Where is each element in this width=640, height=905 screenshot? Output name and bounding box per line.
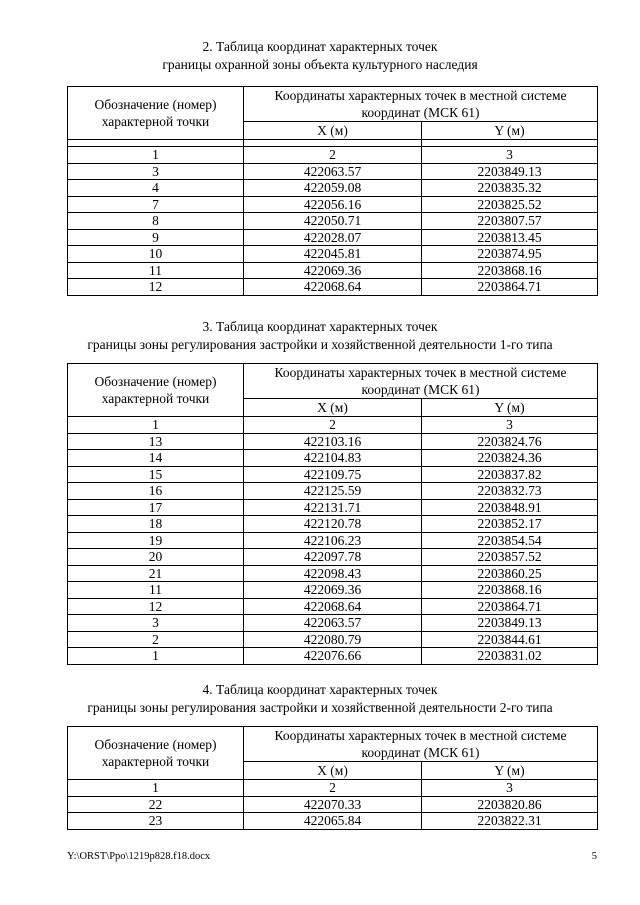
coord-x: 422065.84 [244, 813, 422, 830]
table-row [68, 246, 598, 263]
table-3-caption-line2: границы зоны регулирования застройки и хозяйственной деятельности 1-го типа [87, 337, 553, 352]
table-3-caption [0, 318, 640, 354]
coord-x: 422063.57 [244, 163, 422, 180]
point-number: 22 [68, 796, 244, 813]
coord-y: 2203854.54 [422, 532, 598, 549]
table-row [68, 565, 598, 582]
footer-file-path: Y:\ORST\Ppo\1219p828.f18.docx [67, 851, 211, 862]
coord-x: 422069.36 [244, 262, 422, 279]
point-number: 11 [68, 262, 244, 279]
table-row [68, 499, 598, 516]
coord-y: 2203868.16 [422, 582, 598, 599]
col-number-1: 1 [68, 780, 244, 797]
header-x: X (м) [244, 122, 422, 140]
coord-x: 422028.07 [244, 229, 422, 246]
coord-y: 2203844.61 [422, 631, 598, 648]
header-y: Y (м) [422, 399, 598, 417]
table-row [68, 450, 598, 467]
table-2-caption [0, 38, 640, 74]
table-row [68, 549, 598, 566]
table-row [68, 631, 598, 648]
coord-y: 2203831.02 [422, 648, 598, 665]
coord-x: 422050.71 [244, 213, 422, 230]
table-row [68, 213, 598, 230]
coord-x: 422109.75 [244, 466, 422, 483]
table-row [68, 163, 598, 180]
table-row [68, 433, 598, 450]
point-number: 8 [68, 213, 244, 230]
table-row [68, 615, 598, 632]
footer-page-number: 5 [591, 851, 597, 862]
header-coords-label: Координаты характерных точек в местной системе координат (МСК 61) [244, 87, 598, 122]
table-4-coordinates [67, 726, 598, 830]
header-x: X (м) [244, 399, 422, 417]
coord-y: 2203857.52 [422, 549, 598, 566]
point-number: 11 [68, 582, 244, 599]
table-2-caption-line1: 2. Таблица координат характерных точек [202, 39, 438, 54]
col-number-1: 1 [68, 147, 244, 164]
table-3-coordinates [67, 363, 598, 665]
table-row [68, 582, 598, 599]
coord-x: 422068.64 [244, 279, 422, 296]
header-coords-label: Координаты характерных точек в местной системе координат (МСК 61) [244, 727, 598, 762]
point-number: 1 [68, 648, 244, 665]
coord-y: 2203837.82 [422, 466, 598, 483]
coord-y: 2203824.36 [422, 450, 598, 467]
table-row [68, 229, 598, 246]
coord-y: 2203868.16 [422, 262, 598, 279]
point-number: 4 [68, 180, 244, 197]
header-x: X (м) [244, 762, 422, 780]
coord-y: 2203874.95 [422, 246, 598, 263]
coord-x: 422070.33 [244, 796, 422, 813]
coord-x: 422104.83 [244, 450, 422, 467]
coord-y: 2203820.86 [422, 796, 598, 813]
coord-y: 2203860.25 [422, 565, 598, 582]
point-number: 14 [68, 450, 244, 467]
table-3-caption-line1: 3. Таблица координат характерных точек [202, 319, 438, 334]
table-row [68, 648, 598, 665]
col-number-3: 3 [422, 417, 598, 434]
separator-cell [244, 140, 422, 147]
separator-cell [422, 140, 598, 147]
coord-y: 2203852.17 [422, 516, 598, 533]
table-row [68, 262, 598, 279]
point-number: 2 [68, 631, 244, 648]
point-number: 12 [68, 598, 244, 615]
point-number: 16 [68, 483, 244, 500]
table-row [68, 180, 598, 197]
header-y: Y (м) [422, 762, 598, 780]
point-number: 23 [68, 813, 244, 830]
table-row [68, 813, 598, 830]
header-point-label: Обозначение (номер) характерной точки [68, 364, 244, 417]
point-number: 18 [68, 516, 244, 533]
col-number-3: 3 [422, 780, 598, 797]
coord-x: 422125.59 [244, 483, 422, 500]
table-row [68, 796, 598, 813]
table-row [68, 196, 598, 213]
coord-x: 422068.64 [244, 598, 422, 615]
coord-y: 2203822.31 [422, 813, 598, 830]
coord-x: 422063.57 [244, 615, 422, 632]
coord-y: 2203864.71 [422, 598, 598, 615]
col-number-2: 2 [244, 780, 422, 797]
coord-x: 422131.71 [244, 499, 422, 516]
table-4-caption-line2: границы зоны регулирования застройки и хозяйственной деятельности 2-го типа [87, 700, 553, 715]
coord-x: 422106.23 [244, 532, 422, 549]
header-point-label: Обозначение (номер) характерной точки [68, 727, 244, 780]
coord-x: 422097.78 [244, 549, 422, 566]
header-coords-label: Координаты характерных точек в местной системе координат (МСК 61) [244, 364, 598, 399]
coord-y: 2203824.76 [422, 433, 598, 450]
coord-x: 422076.66 [244, 648, 422, 665]
point-number: 13 [68, 433, 244, 450]
header-point-label: Обозначение (номер) характерной точки [68, 87, 244, 140]
coord-y: 2203849.13 [422, 163, 598, 180]
table-row [68, 516, 598, 533]
table-2-coordinates [67, 86, 598, 296]
coord-x: 422069.36 [244, 582, 422, 599]
coord-y: 2203848.91 [422, 499, 598, 516]
point-number: 3 [68, 615, 244, 632]
coord-y: 2203864.71 [422, 279, 598, 296]
coord-x: 422103.16 [244, 433, 422, 450]
coord-x: 422098.43 [244, 565, 422, 582]
table-row [68, 279, 598, 296]
coord-x: 422059.08 [244, 180, 422, 197]
table-row [68, 532, 598, 549]
point-number: 15 [68, 466, 244, 483]
coord-y: 2203807.57 [422, 213, 598, 230]
coord-x: 422056.16 [244, 196, 422, 213]
col-number-3: 3 [422, 147, 598, 164]
col-number-2: 2 [244, 147, 422, 164]
point-number: 9 [68, 229, 244, 246]
header-y: Y (м) [422, 122, 598, 140]
coord-y: 2203825.52 [422, 196, 598, 213]
point-number: 12 [68, 279, 244, 296]
coord-x: 422045.81 [244, 246, 422, 263]
col-number-2: 2 [244, 417, 422, 434]
point-number: 10 [68, 246, 244, 263]
separator-cell [68, 140, 244, 147]
point-number: 7 [68, 196, 244, 213]
table-4-caption [0, 681, 640, 717]
point-number: 3 [68, 163, 244, 180]
point-number: 17 [68, 499, 244, 516]
col-number-1: 1 [68, 417, 244, 434]
table-row [68, 483, 598, 500]
coord-y: 2203832.73 [422, 483, 598, 500]
table-row [68, 466, 598, 483]
coord-x: 422120.78 [244, 516, 422, 533]
coord-y: 2203835.32 [422, 180, 598, 197]
point-number: 20 [68, 549, 244, 566]
table-2-caption-line2: границы охранной зоны объекта культурного наследия [162, 57, 478, 72]
table-row [68, 598, 598, 615]
point-number: 21 [68, 565, 244, 582]
table-4-caption-line1: 4. Таблица координат характерных точек [202, 682, 438, 697]
point-number: 19 [68, 532, 244, 549]
coord-y: 2203813.45 [422, 229, 598, 246]
coord-x: 422080.79 [244, 631, 422, 648]
coord-y: 2203849.13 [422, 615, 598, 632]
